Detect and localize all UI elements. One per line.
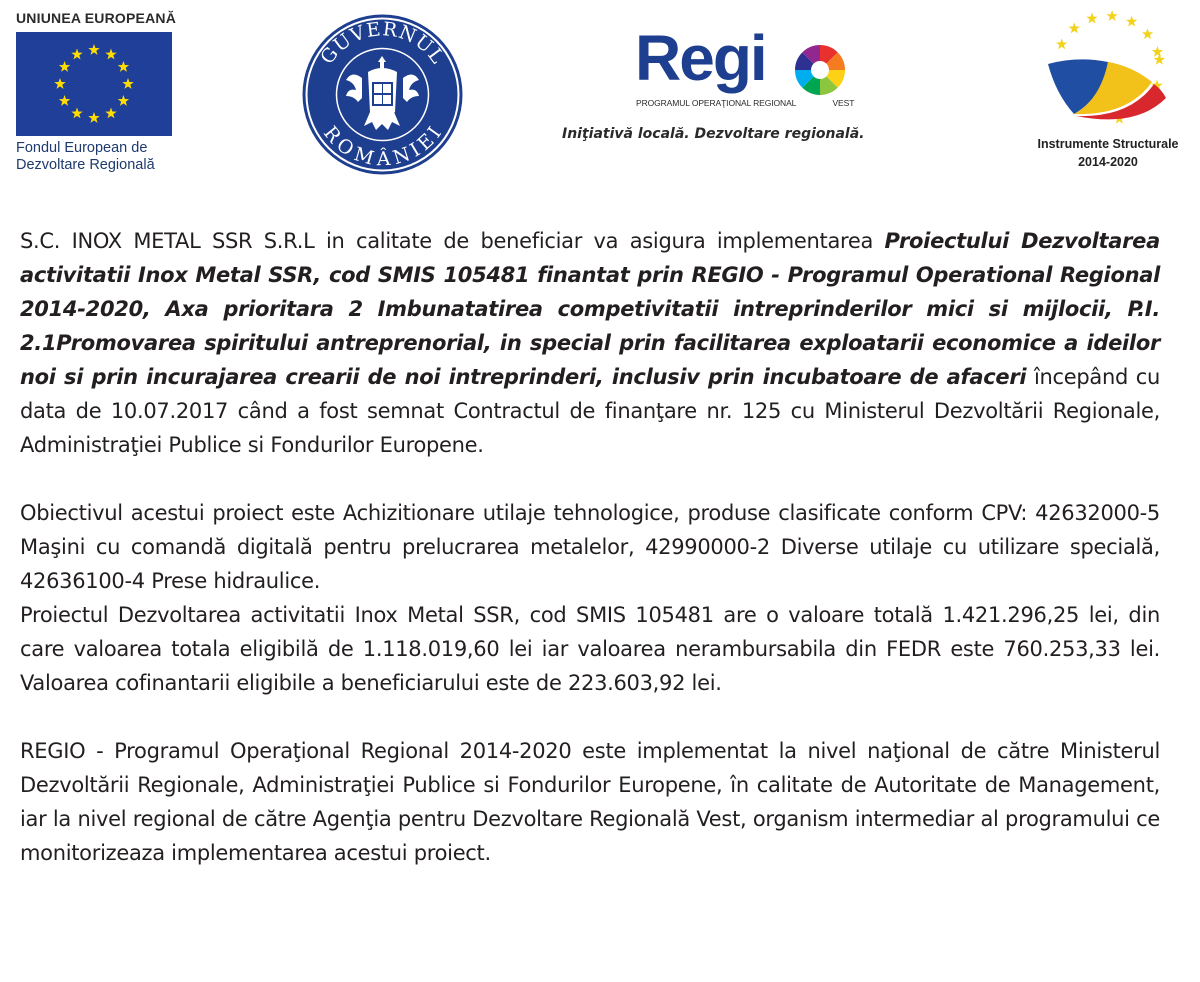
is-star xyxy=(1056,38,1067,49)
regio-color-wheel-icon xyxy=(794,44,846,96)
contract-text: începând cu data de 10.07.2017 când a fost semnat Contractul de finanţare nr. 125 cu Ministerul Dezvoltării Regionale, Administraţiei Publice si Fondurilor Europene. xyxy=(20,365,1160,457)
eu-flag-icon xyxy=(16,32,172,136)
eu-subtitle-line2: Dezvoltare Regională xyxy=(16,157,155,173)
regio-subtitle-text: PROGRAMUL OPERAŢIONAL REGIONAL xyxy=(636,98,796,108)
is-star xyxy=(1126,16,1137,27)
intro-paragraph xyxy=(20,224,1160,462)
eu-subtitle-line1: Fondul European de xyxy=(16,140,148,156)
svg-text:GUVERNUL: GUVERNUL xyxy=(316,18,449,69)
instrumente-structurale-title: Instrumente Structurale xyxy=(1037,137,1179,151)
intro-text: S.C. INOX METAL SSR S.R.L in calitate de beneficiar va asigura implementarea xyxy=(20,229,885,253)
is-star xyxy=(1152,46,1163,57)
objective-paragraph: Obiectivul acestui proiect este Achizitionare utilaje tehnologice, produse clasificate conform CPV: 42632000-5 Maşini cu comandă digitală pentru prelucrarea metalelor, 42990000-2 Diverse utilaje cu utilizare specială, 42636100-4 Prese hidraulice. xyxy=(20,501,1160,593)
paragraph-spacer xyxy=(20,462,1160,496)
instrumente-structurale-emblem-icon xyxy=(1034,10,1182,132)
is-star xyxy=(1106,10,1117,21)
government-seal-icon xyxy=(300,12,465,177)
paragraph-spacer xyxy=(20,700,1160,734)
svg-text:ROMÂNIEI: ROMÂNIEI xyxy=(318,122,447,171)
value-paragraph: Proiectul Dezvoltarea activitatii Inox Metal SSR, cod SMIS 105481 are o valoare totală 1.421.296,25 lei, din care valoarea totala eligibilă de 1.118.019,60 lei iar valoarea nerambursabila din FEDR este 760.253,33 lei. Valoarea cofinantarii eligibile a beneficiarului este de 223.603,92 lei. xyxy=(20,603,1160,695)
eu-logo-subtitle xyxy=(16,140,155,174)
regio-logo xyxy=(562,22,940,156)
regio-subtitle-region: VEST xyxy=(832,98,855,108)
eu-logo xyxy=(14,8,179,183)
regio-subtitle xyxy=(636,98,854,108)
government-seal xyxy=(300,12,465,177)
is-star xyxy=(1086,13,1097,24)
regio-wordmark: Regi xyxy=(635,22,766,94)
project-title: Proiectului Dezvoltarea activitatii Inox Metal SSR, cod SMIS 105481 finantat prin REGIO - Programul Operational Regional 2014-2020, Axa prioritara 2 Imbunatatirea competivitatii intreprinderilor mici si mijlocii, P.I. 2.1Promovarea spiritului antreprenorial, in special prin facilitarea exploatarii economice a ideilor noi si prin incurajarea crearii de noi intreprinderi, inclusiv prin incubatoare de afaceri xyxy=(20,229,1160,389)
project-description xyxy=(20,224,1160,870)
logo-bar xyxy=(0,0,1200,195)
is-star xyxy=(1142,28,1153,39)
regio-slogan: Iniţiativă locală. Dezvoltare regională. xyxy=(562,126,865,142)
eu-logo-title: UNIUNEA EUROPEANĂ xyxy=(16,10,177,26)
is-star xyxy=(1069,22,1080,33)
instrumente-structurale-years: 2014-2020 xyxy=(1078,155,1138,169)
instrumente-structurale-logo xyxy=(1018,10,1196,180)
management-paragraph: REGIO - Programul Operaţional Regional 2014-2020 este implementat la nivel naţional de către Ministerul Dezvoltării Regionale, Administraţiei Publice si Fondurilor Europene, în calitate de Autoritate de Management, iar la nivel regional de către Agenţia pentru Dezvoltare Regională Vest, organism intermediar al programului ce monitorizeaza implementarea acestui proiect. xyxy=(20,739,1160,865)
